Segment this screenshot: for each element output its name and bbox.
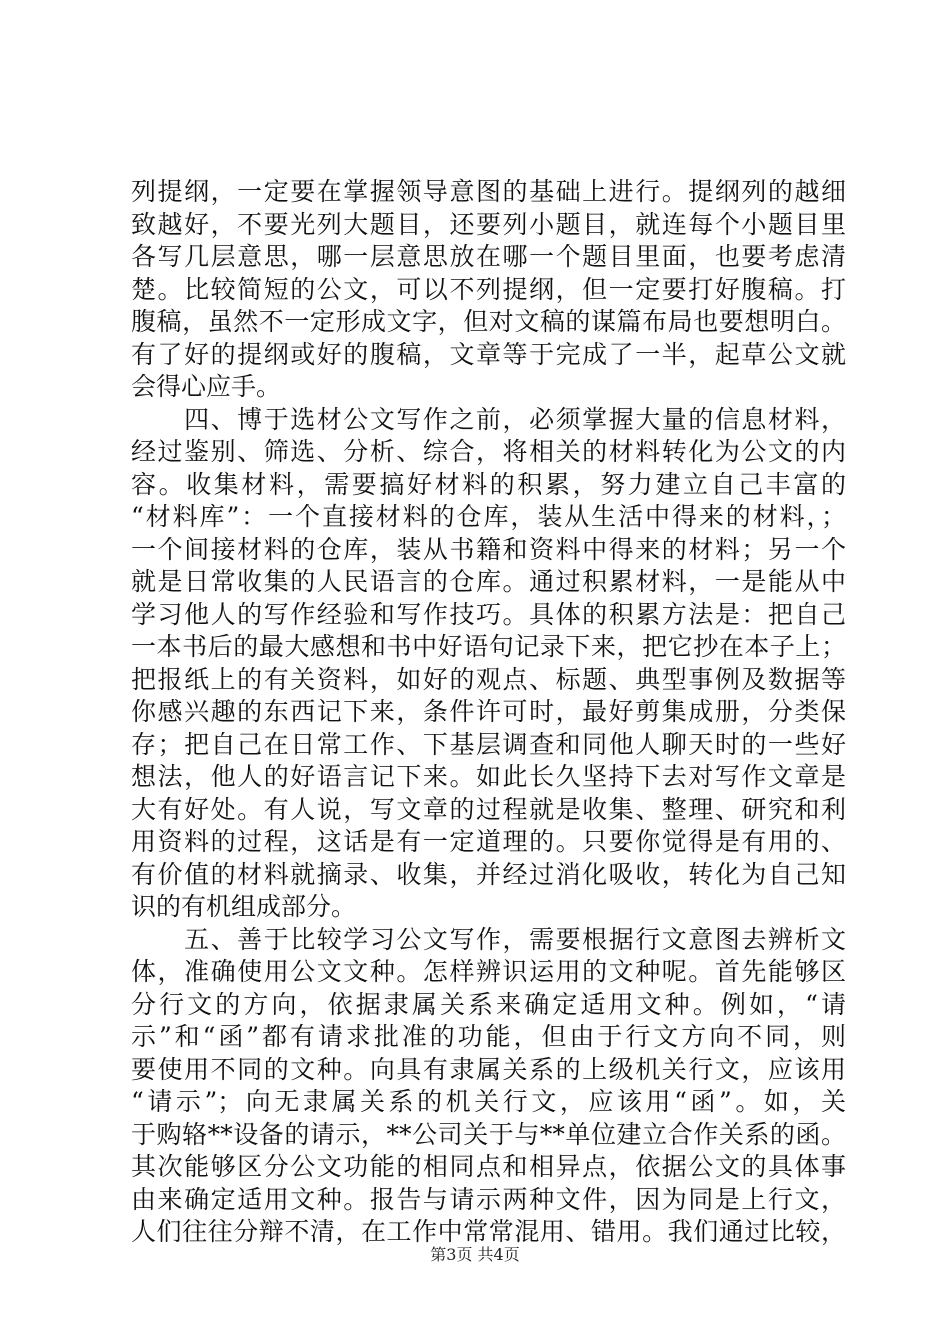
page-number-label: 第3页 共4页 (430, 1245, 520, 1264)
text-line: 由来确定适用文种。报告与请示两种文件，因为同是上行文， (131, 1184, 846, 1214)
text-line: 学习他人的写作经验和写作技巧。具体的积累方法是：把自己 (131, 599, 846, 629)
text-line: 有价值的材料就摘录、收集，并经过消化吸收，转化为自己知 (131, 859, 846, 889)
text-line: 五、善于比较学习公文写作，需要根据行文意图去辨析文 (131, 924, 846, 954)
text-line: 识的有机组成部分。 (131, 892, 357, 921)
text-line: 分行文的方向，依据隶属关系来确定适用文种。例如，“请 (131, 989, 846, 1019)
document-body (131, 176, 846, 1249)
text-line: 把报纸上的有关资料，如好的观点、标题、典型事例及数据等 (131, 664, 846, 694)
text-line: 容。收集材料，需要搞好材料的积累，努力建立自己丰富的 (131, 469, 846, 499)
text-line: 人们往往分辩不清，在工作中常常混用、错用。我们通过比较， (131, 1217, 846, 1246)
text-line: 其次能够区分公文功能的相同点和相异点，依据公文的具体事 (131, 1152, 846, 1181)
text-line: 一本书后的最大感想和书中好语句记录下来，把它抄在本子上； (131, 632, 846, 661)
text-line: 就是日常收集的人民语言的仓库。通过积累材料，一是能从中 (131, 567, 846, 596)
text-line: “请示”；向无隶属关系的机关行文，应该用“函”。如，关 (131, 1087, 846, 1116)
text-line: 有了好的提纲或好的腹稿，文章等于完成了一半，起草公文就 (131, 339, 846, 369)
text-line: 要使用不同的文种。向具有隶属关系的上级机关行文，应该用 (131, 1054, 846, 1084)
text-line: 大有好处。有人说，写文章的过程就是收集、整理、研究和利 (131, 794, 846, 824)
text-line: 存；把自己在日常工作、下基层调查和同他人聊天时的一些好 (131, 729, 846, 759)
text-line: 各写几层意思，哪一层意思放在哪一个题目里面，也要考虑清 (131, 242, 846, 271)
text-line: 楚。比较简短的公文，可以不列提纲，但一定要打好腹稿。打 (131, 274, 846, 304)
text-line: 想法，他人的好语言记下来。如此长久坚持下去对写作文章是 (131, 762, 846, 791)
text-line: 腹稿，虽然不一定形成文字，但对文稿的谋篇布局也要想明白。 (131, 307, 846, 336)
text-line: 示”和“函”都有请求批准的功能，但由于行文方向不同，则 (131, 1022, 846, 1051)
page-footer (0, 1242, 950, 1265)
text-line: 经过鉴别、筛选、分析、综合，将相关的材料转化为公文的内 (131, 437, 846, 466)
text-line: 于购辂**设备的请示，**公司关于与**单位建立合作关系的函。 (131, 1119, 846, 1149)
text-line: 会得心应手。 (131, 372, 282, 401)
text-line: “材料库”：一个直接材料的仓库，装从生活中得来的材料，； (131, 502, 846, 531)
text-line: 一个间接材料的仓库，装从书籍和资料中得来的材料；另一个 (131, 534, 846, 564)
text-line: 体，准确使用公文文种。怎样辨识运用的文种呢。首先能够区 (131, 957, 846, 986)
text-line: 列提纲，一定要在掌握领导意图的基础上进行。提纲列的越细 (131, 177, 846, 206)
text-line: 用资料的过程，这话是有一定道理的。只要你觉得是有用的、 (131, 827, 846, 856)
text-line: 致越好，不要光列大题目，还要列小题目，就连每个小题目里 (131, 209, 846, 239)
text-line: 四、博于选材公文写作之前，必须掌握大量的信息材料， (131, 404, 846, 434)
text-line: 你感兴趣的东西记下来，条件许可时，最好剪集成册，分类保 (131, 697, 846, 726)
